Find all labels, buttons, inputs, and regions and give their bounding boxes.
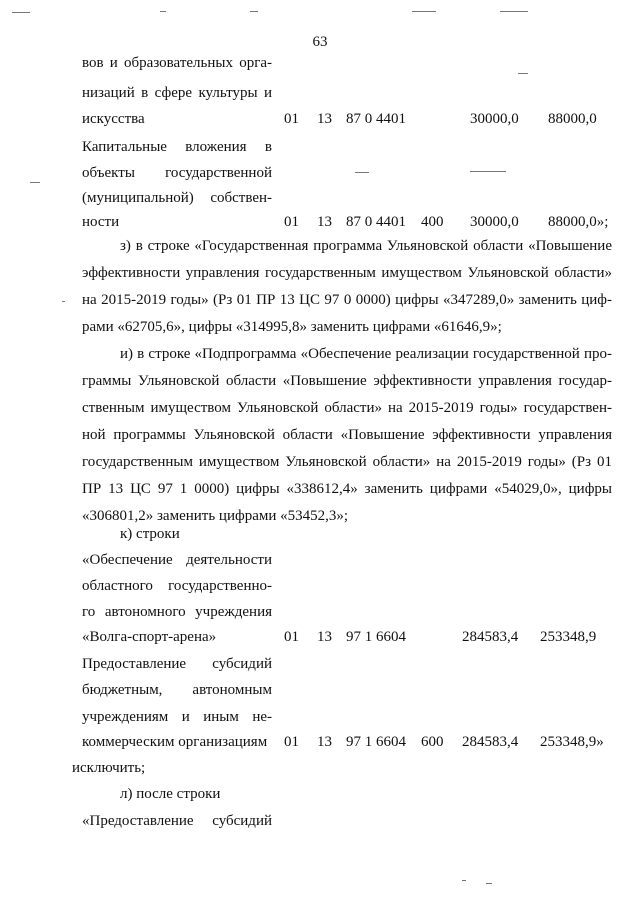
cell-pr: 13 — [317, 111, 332, 127]
scan-speck — [518, 73, 528, 74]
text-line: на 2015-2019 годы» (Рз 01 ПР 13 ЦС 97 0 0000) цифры «347289,0» заменить циф- — [82, 292, 612, 308]
cell-amount-1: 284583,4 — [462, 734, 519, 750]
cell-vr: 400 — [421, 214, 444, 230]
row-label: «Волга-спорт-арена» — [82, 629, 217, 645]
row-label: коммерческим организациям — [82, 734, 268, 750]
row-label: вов и образовательных орга- — [82, 55, 272, 71]
cell-cs: 87 0 4401 — [346, 214, 406, 230]
table-row — [0, 51, 640, 75]
scan-speck — [412, 11, 436, 12]
cell-amount-2: 253348,9» — [540, 734, 604, 750]
row-label: «Обеспечение деятельности — [82, 552, 272, 568]
scan-speck — [470, 171, 506, 172]
table-row — [0, 730, 640, 754]
cell-cs: 87 0 4401 — [346, 111, 406, 127]
table-row — [0, 186, 640, 210]
heading-k: к) строки — [120, 526, 180, 542]
cell-amount-2: 88000,0»; — [548, 214, 609, 230]
text-line: ственным имуществом Ульяновской области» на 2015-2019 годы» государствен- — [82, 400, 612, 416]
text-line: граммы Ульяновской области «Повышение эффективности управления государ- — [82, 373, 612, 389]
cell-vr: 600 — [421, 734, 444, 750]
text-line: ной программы Ульяновской области «Повышение эффективности управления — [82, 427, 612, 443]
cell-cs: 97 1 6604 — [346, 629, 406, 645]
cell-cs: 97 1 6604 — [346, 734, 406, 750]
scan-speck — [500, 11, 528, 12]
table-row — [0, 574, 640, 598]
text-line: ПР 13 ЦС 97 1 0000) цифры «338612,4» заменить цифрами «54029,0», цифры — [82, 481, 612, 497]
cell-rz: 01 — [284, 214, 299, 230]
paragraph-i — [82, 341, 612, 530]
row-label: низаций в сфере культуры и — [82, 85, 272, 101]
scan-speck — [486, 883, 492, 884]
row-label: областного государственно- — [82, 578, 272, 594]
table-row — [0, 81, 640, 105]
table-row — [0, 161, 640, 185]
cell-rz: 01 — [284, 111, 299, 127]
row-label: бюджетным, автономным — [82, 682, 272, 698]
scan-speck — [30, 182, 40, 183]
scan-speck — [355, 172, 369, 173]
cell-amount-2: 88000,0 — [548, 111, 597, 127]
row-label: го автономного учреждения — [82, 604, 272, 620]
cell-pr: 13 — [317, 734, 332, 750]
cell-amount-1: 284583,4 — [462, 629, 519, 645]
row-label: ности — [82, 214, 120, 230]
table-row — [0, 678, 640, 702]
row-label: (муниципальной) собствен- — [82, 190, 272, 206]
table-row — [0, 135, 640, 159]
scan-speck — [62, 301, 65, 302]
cell-pr: 13 — [317, 629, 332, 645]
table-row — [0, 652, 640, 676]
heading-l: л) после строки — [120, 786, 221, 802]
text-line: государственным имуществом Ульяновской области» на 2015-2019 годы» (Рз 01 — [82, 454, 612, 470]
scan-speck — [250, 11, 258, 12]
page-number: 63 — [312, 34, 328, 50]
text-line: рами «62705,6», цифры «314995,8» заменить цифрами «61646,9»; — [82, 319, 502, 335]
cell-amount-2: 253348,9 — [540, 629, 597, 645]
cell-rz: 01 — [284, 734, 299, 750]
scan-speck — [462, 880, 466, 881]
table-row — [0, 600, 640, 624]
text-line: эффективности управления государственным имуществом Ульяновской области» — [82, 265, 612, 281]
cell-amount-1: 30000,0 — [470, 214, 519, 230]
cell-amount-1: 30000,0 — [470, 111, 519, 127]
table-row — [0, 625, 640, 649]
row-label: объекты государственной — [82, 165, 272, 181]
table-row — [0, 210, 640, 234]
row-label: Капитальные вложения в — [82, 139, 272, 155]
text-line: и) в строке «Подпрограмма «Обеспечение реализации государственной про- — [120, 346, 612, 362]
row-label: «Предоставление субсидий — [82, 813, 272, 829]
table-row — [0, 705, 640, 729]
scan-speck — [12, 12, 30, 13]
text-line: «306801,2» заменить цифрами «53452,3»; — [82, 508, 349, 524]
cell-rz: 01 — [284, 629, 299, 645]
paragraph-z — [82, 233, 612, 341]
row-label: учреждениям и иным не- — [82, 709, 272, 725]
table-row — [0, 107, 640, 131]
cell-pr: 13 — [317, 214, 332, 230]
text-line: з) в строке «Государственная программа Ульяновской области «Повышение — [120, 238, 612, 254]
exclude-text: исключить; — [72, 760, 146, 776]
table-row — [0, 548, 640, 572]
row-label: искусства — [82, 111, 145, 127]
scan-speck — [160, 11, 166, 12]
row-label: Предоставление субсидий — [82, 656, 272, 672]
